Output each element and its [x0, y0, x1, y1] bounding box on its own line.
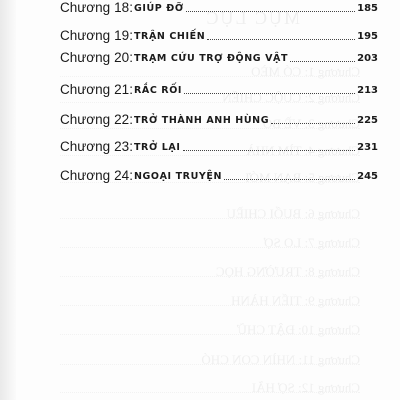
ghost-title: MỤC LỤC [204, 8, 300, 28]
toc-leader-dots [271, 122, 355, 124]
toc-page-number: 185 [357, 3, 378, 14]
toc-chapter-word: Chương [60, 28, 111, 43]
toc-leader-dots [290, 60, 355, 62]
ghost-line: Chương 2: CUỘC CHIẾN [60, 90, 360, 103]
toc-page-number: 203 [357, 53, 378, 64]
toc-chapter-number: 20: [114, 50, 133, 65]
ghost-line: Chương 1: CÓ MÈO [60, 64, 360, 77]
toc-leader-dots [186, 10, 355, 12]
ghost-line: Chương 3: VỀ BỜ [60, 116, 360, 129]
toc-page-number: 213 [357, 85, 378, 96]
toc-page-number: 245 [357, 171, 378, 182]
toc-entry-23 [60, 131, 378, 155]
toc-chapter-title: TRỞ THÀNH ANH HÙNG [133, 115, 270, 126]
toc-chapter-number: 18: [114, 0, 133, 15]
ghost-line: Chương 11: NHÌN CON CHÓ [60, 352, 360, 365]
toc-chapter-number: 19: [114, 28, 133, 43]
toc-entry-18 [60, 0, 378, 16]
toc-chapter-title: TRẬN CHIẾN [133, 31, 206, 42]
toc-leader-dots [183, 149, 356, 151]
ghost-line: Chương 9: TIẾN HÀNH [60, 293, 360, 306]
toc-leader-dots [224, 178, 355, 180]
page-binding-shadow [0, 0, 16, 400]
toc-chapter-word: Chương [60, 82, 111, 97]
toc-chapter-word: Chương [60, 139, 111, 154]
ghost-line: Chương 4: TÌM NHÀ [60, 143, 360, 156]
toc-leader-dots [184, 92, 355, 94]
toc-page-number: 195 [357, 31, 378, 42]
toc-entry-19 [60, 20, 378, 44]
toc-chapter-word: Chương [60, 50, 111, 65]
toc-chapter-title: RẮC RỐI [133, 85, 183, 96]
toc-page-number: 225 [357, 115, 378, 126]
toc-page-number: 231 [357, 142, 378, 153]
ghost-line: Chương 12: SỢ HÃI [60, 380, 360, 393]
toc-chapter-title: NGOẠI TRUYỆN [133, 171, 223, 182]
toc-chapter-title: TRỞ LẠI [133, 142, 181, 153]
toc-chapter-word: Chương [60, 112, 111, 127]
ghost-line: Chương 7: LO SỢ [60, 235, 360, 248]
toc-chapter-number: 21: [114, 82, 133, 97]
toc-chapter-title: TRẠM CỨU TRỢ ĐỘNG VẬT [133, 53, 289, 64]
toc-chapter-title: GIÚP ĐỠ [133, 3, 184, 14]
toc-chapter-word: Chương [60, 0, 111, 15]
toc-chapter-word: Chương [60, 168, 111, 183]
toc-chapter-number: 24: [114, 168, 133, 183]
toc-chapter-number: 23: [114, 139, 133, 154]
toc-entry-24 [60, 160, 378, 184]
ghost-line: Chương 10: ĐẬT CHỮ [60, 322, 360, 335]
ghost-line: Chương 5: BẠN MỚI [60, 170, 360, 183]
toc-entry-21 [60, 74, 378, 98]
toc-entry-20 [60, 42, 378, 66]
toc-leader-dots [207, 38, 355, 40]
toc-entry-22 [60, 104, 378, 128]
toc-chapter-number: 22: [114, 112, 133, 127]
ghost-line: Chương 6: BUỔI CHIỀU [60, 206, 360, 219]
ghost-line: Chương 8: TRƯỜNG HỌC [60, 264, 360, 277]
